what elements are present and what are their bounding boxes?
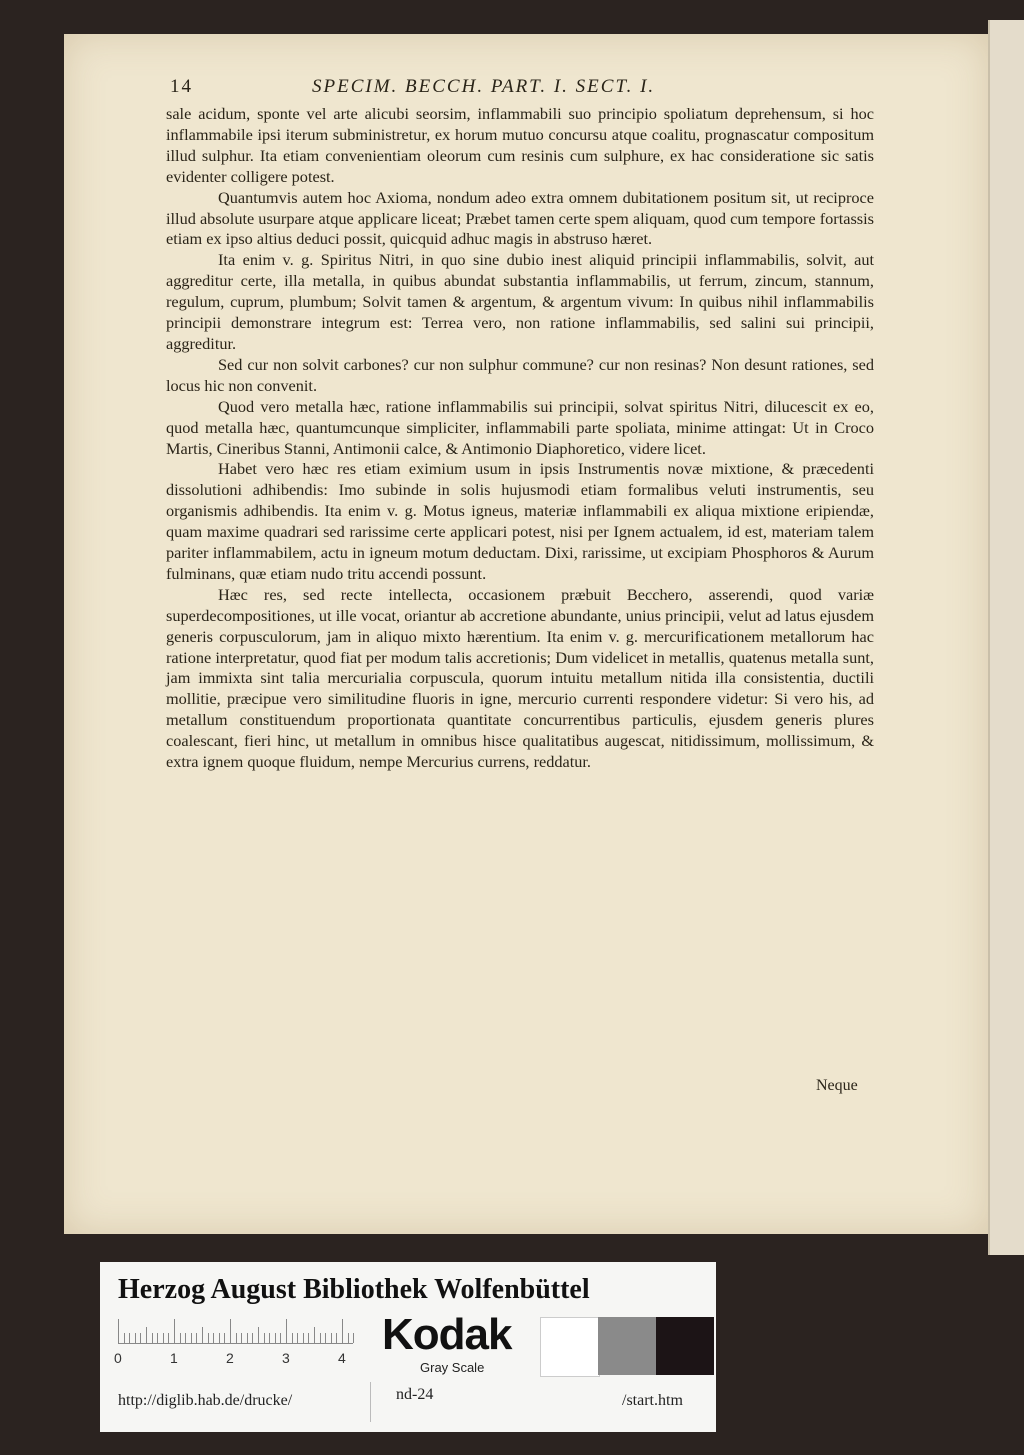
- ruler-number: 2: [226, 1350, 234, 1366]
- ruler-tick: [269, 1333, 270, 1343]
- ruler-tick: [152, 1333, 153, 1343]
- ruler-scale: [118, 1317, 353, 1344]
- ruler-tick: [202, 1327, 203, 1343]
- ruler-tick: [348, 1333, 349, 1343]
- running-title: SPECIM. BECCH. PART. I. SECT. I.: [312, 76, 656, 97]
- kodak-logo: Kodak: [382, 1310, 512, 1359]
- ruler-tick: [208, 1333, 209, 1343]
- ruler-tick: [129, 1333, 130, 1343]
- paragraph: Sed cur non solvit carbones? cur non sulphur commune? cur non resinas? Non desunt rationes, sed locus hic non convenit.: [166, 354, 874, 395]
- gray-scale-label: Gray Scale: [420, 1360, 485, 1375]
- url-prefix: http://diglib.hab.de/drucke/: [118, 1392, 293, 1409]
- ruler-tick: [196, 1333, 197, 1343]
- gray-swatch-white: [540, 1317, 600, 1377]
- ruler-tick: [292, 1333, 293, 1343]
- ruler-tick: [308, 1333, 309, 1343]
- ruler-tick: [331, 1333, 332, 1343]
- ruler-tick: [118, 1319, 119, 1343]
- url-suffix: /start.htm: [622, 1392, 683, 1409]
- ruler-tick: [325, 1333, 326, 1343]
- ruler-tick: [219, 1333, 220, 1343]
- ruler-tick: [280, 1333, 281, 1343]
- ruler-tick: [124, 1333, 125, 1343]
- adjacent-page-edge: [988, 20, 1024, 1255]
- ruler-number: 3: [282, 1350, 290, 1366]
- gray-swatch-dark: [656, 1317, 714, 1375]
- ruler-tick: [320, 1333, 321, 1343]
- ruler-tick: [236, 1333, 237, 1343]
- ruler-tick: [297, 1333, 298, 1343]
- ruler-tick: [353, 1333, 354, 1343]
- ruler-tick: [241, 1333, 242, 1343]
- paragraph: Quantumvis autem hoc Axioma, nondum adeo extra omnem dubitationem positum sit, ut reciproce illud absolute usurpare atque applicare liceat; Præbet tamen certe spem aliquam, quod cum tempore fortassis etiam ex ipso altius deduci possit, quicquid adhuc magis in abstruso hæret.: [166, 187, 874, 249]
- paragraph: Quod vero metalla hæc, ratione inflammabilis sui principii, solvat spiritus Nitri, dilucescit ex eo, quod metalla hæc, quantumcunque simpliciter, inflammabili parte spoliata, minime attingat: Ut in Croco Martis, Cineribus Stanni, Antimonii calce, & Antimonio Diaphoretico, videre licet.: [166, 396, 874, 458]
- paragraph: Habet vero hæc res etiam eximium usum in ipsis Instrumentis novæ mixtione, & præcedenti dissolutioni adhibendis: Imo subinde in solis hujusmodi etiam formalibus veluti instrumentis, seu organismis adhibendis. Ita enim v. g. Motus igneus, materiæ inflammabili ex aliqua mixtione eripiendæ, quam maxime quadrari sed rarissime certe applicari potest, nisi per Ignem actualem, id est, materiam talem pariter inflammabilem, actu in igneum motum deductam. Dixi, rarissime, ut excipiam Phosphoros & Aurum fulminans, quæ etiam nudo tritu accendi possunt.: [166, 459, 874, 583]
- ruler-tick: [336, 1333, 337, 1343]
- ruler-tick: [247, 1333, 248, 1343]
- divider: [370, 1382, 371, 1422]
- paragraph: Ita enim v. g. Spiritus Nitri, in quo sine dubio inest aliquid principii inflammabilis, solvit, aut aggreditur certe, illa metalla, in quibus abundat substantia inflammabilis, ut ferrum, zincum, stannum, regulum, cuprum, plumbum; Solvit tamen & argentum, & argentum vivum: In quibus nihil inflammabilis principii demonstrare integrum est: Terrea vero, non ratione inflammabilis, sed salini sui principii, aggreditur.: [166, 250, 874, 353]
- ruler-number: 1: [170, 1350, 178, 1366]
- ruler-tick: [342, 1319, 343, 1343]
- ruler-tick: [286, 1319, 287, 1343]
- ruler-tick: [258, 1327, 259, 1343]
- ruler-tick: [157, 1333, 158, 1343]
- ruler-tick: [140, 1333, 141, 1343]
- page-edge-line: [988, 20, 990, 1255]
- library-label-card: [100, 1262, 716, 1432]
- body-text: [166, 104, 874, 773]
- ruler-tick: [174, 1319, 175, 1343]
- page-number: 14: [170, 76, 193, 97]
- paragraph: Hæc res, sed recte intellecta, occasionem præbuit Becchero, asserendi, quod variæ superdecompositiones, ut ille vocat, oriantur ab accretione abundante, unius principii, velut ad latus ejusdem generis corpusculorum, jam in aliquo mixto hærentium. Ita enim v. g. mercurificationem metallorum hac ratione interpretatur, quod fiat per modum talis accretionis; Dum videlicet in metallis, quatenus metalla sunt, jam immixta sint talia mercurialia corpuscula, quorum intuitu metallum nitida illa consistentia, ductili mollitie, præcipue vero similitudine fluoris in igne, mercurio currenti respondere videtur: Si vero his, ad metallum constituendum proportionata quantitate concurrentibus particulis, ejusdem generis plures coalescant, fieri hinc, ut metallum in omnibus hisce qualitatibus augescat, nitidissimum, mollissimum, & extra ignem quoque fluidum, nempe Mercurius currens, reddatur.: [166, 584, 874, 772]
- ruler-number: 4: [338, 1350, 346, 1366]
- gray-swatch-mid: [598, 1317, 656, 1375]
- ruler-tick: [180, 1333, 181, 1343]
- ruler-tick: [185, 1333, 186, 1343]
- paragraph: sale acidum, sponte vel arte alicubi seorsim, inflammabili suo principio spoliatum deprehensum, si hoc inflammabile ipsi iterum subministretur, ex horum mutuo concursu atque coalitu, prognascatur compositum illud sulphur. Ita etiam convenientiam oleorum cum resinis cum sulphure, ex hac consideratione sic satis evidenter colligere potest.: [166, 104, 874, 186]
- ruler-tick: [275, 1333, 276, 1343]
- ruler-tick: [146, 1327, 147, 1343]
- shelfmark: nd-24: [396, 1386, 434, 1403]
- library-name: Herzog August Bibliothek Wolfenbüttel: [118, 1274, 590, 1305]
- ruler-tick: [264, 1333, 265, 1343]
- ruler-tick: [135, 1333, 136, 1343]
- ruler-tick: [213, 1333, 214, 1343]
- ruler-tick: [191, 1333, 192, 1343]
- ruler-tick: [168, 1333, 169, 1343]
- catchword: Neque: [816, 1077, 858, 1094]
- ruler-number: 0: [114, 1350, 122, 1366]
- ruler-tick: [224, 1333, 225, 1343]
- ruler-tick: [252, 1333, 253, 1343]
- ruler-tick: [230, 1319, 231, 1343]
- ruler-tick: [163, 1333, 164, 1343]
- ruler-tick: [314, 1327, 315, 1343]
- ruler-tick: [303, 1333, 304, 1343]
